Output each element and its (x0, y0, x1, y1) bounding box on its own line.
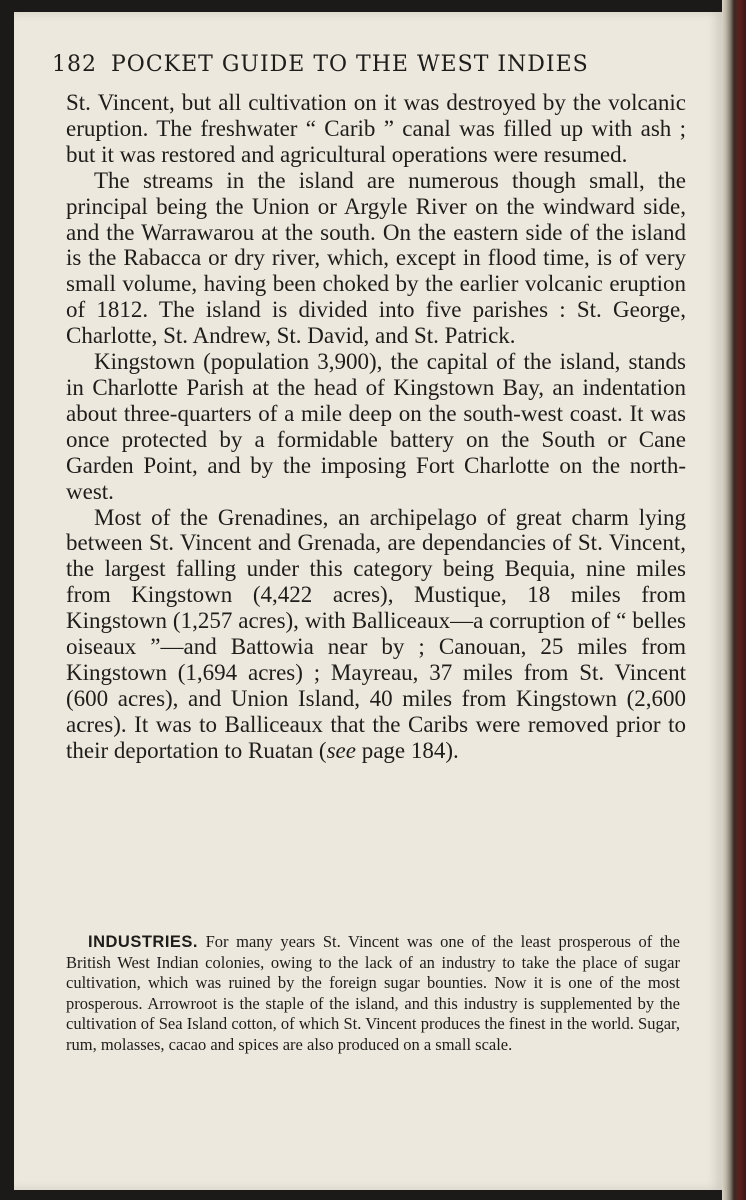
industries-paragraph (66, 932, 680, 1055)
main-text (66, 90, 686, 764)
paragraph-2: The streams in the island are numerous though small, the principal being the Union or Argyle River on the windward side, and the Warrawarou at the south. On the eastern side of the island is the Rabacca or dry river, which, except in flood time, is of very small volume, having been choked by the earlier volcanic eruption of 1812. The island is divided into five parishes : St. George, Charlotte, St. Andrew, St. David, and St. Patrick. (66, 167, 686, 349)
paragraph-1: St. Vincent, but all cultivation on it was destroyed by the volcanic eruption. The freshwater “ Carib ” canal was filled up with ash ; but it was restored and agricultural operations were resumed. (66, 90, 686, 167)
page-number: 182 (52, 52, 97, 77)
paragraph-3: Kingstown (population 3,900), the capital of the island, stands in Charlotte Parish at the head of Kingstown Bay, an indentation about three-quarters of a mile deep on the south-west coast. It was once protected by a formidable battery on the South or Cane Garden Point, and by the imposing Fort Charlotte on the north-west. (66, 349, 686, 504)
running-header (52, 52, 692, 77)
see-italic: see (326, 737, 356, 763)
running-title: POCKET GUIDE TO THE WEST INDIES (111, 52, 589, 77)
book-spine-edge (722, 0, 746, 1200)
paragraph-4-end: page 184). (355, 737, 459, 763)
industries-heading: INDUSTRIES. (88, 933, 199, 951)
industries-text: For many years St. Vincent was one of the least prosperous of the British West Indian colonies, owing to the lack of an industry to take the place of sugar cultivation, which was ruined by the foreign sugar bounties. Now it is one of the most prosperous. Arrowroot is the staple of the island, and this industry is supplemented by the cultivation of Sea Island cotton, of which St. Vincent produces the finest in the world. Sugar, rum, molasses, cacao and spices are also produced on a small scale. (66, 932, 681, 1054)
paragraph-4-text: Most of the Grenadines, an archipelago of great charm lying between St. Vincent and Grenada, are dependancies of St. Vincent, the largest falling under this category being Bequia, nine miles from Kingstown (4,422 acres), Mustique, 18 miles from Kingstown (1,257 acres), with Balliceaux—a corruption of “ belles oiseaux ”—and Battowia near by ; Canouan, 25 miles from Kingstown (1,694 acres) ; Mayreau, 37 miles from St. Vincent (600 acres), and Union Island, 40 miles from Kingstown (2,600 acres). It was to Balliceaux that the Caribs were removed prior to their deportation to Ruatan ( (66, 504, 686, 763)
paragraph-4 (66, 505, 686, 764)
industries-section (66, 932, 680, 1055)
